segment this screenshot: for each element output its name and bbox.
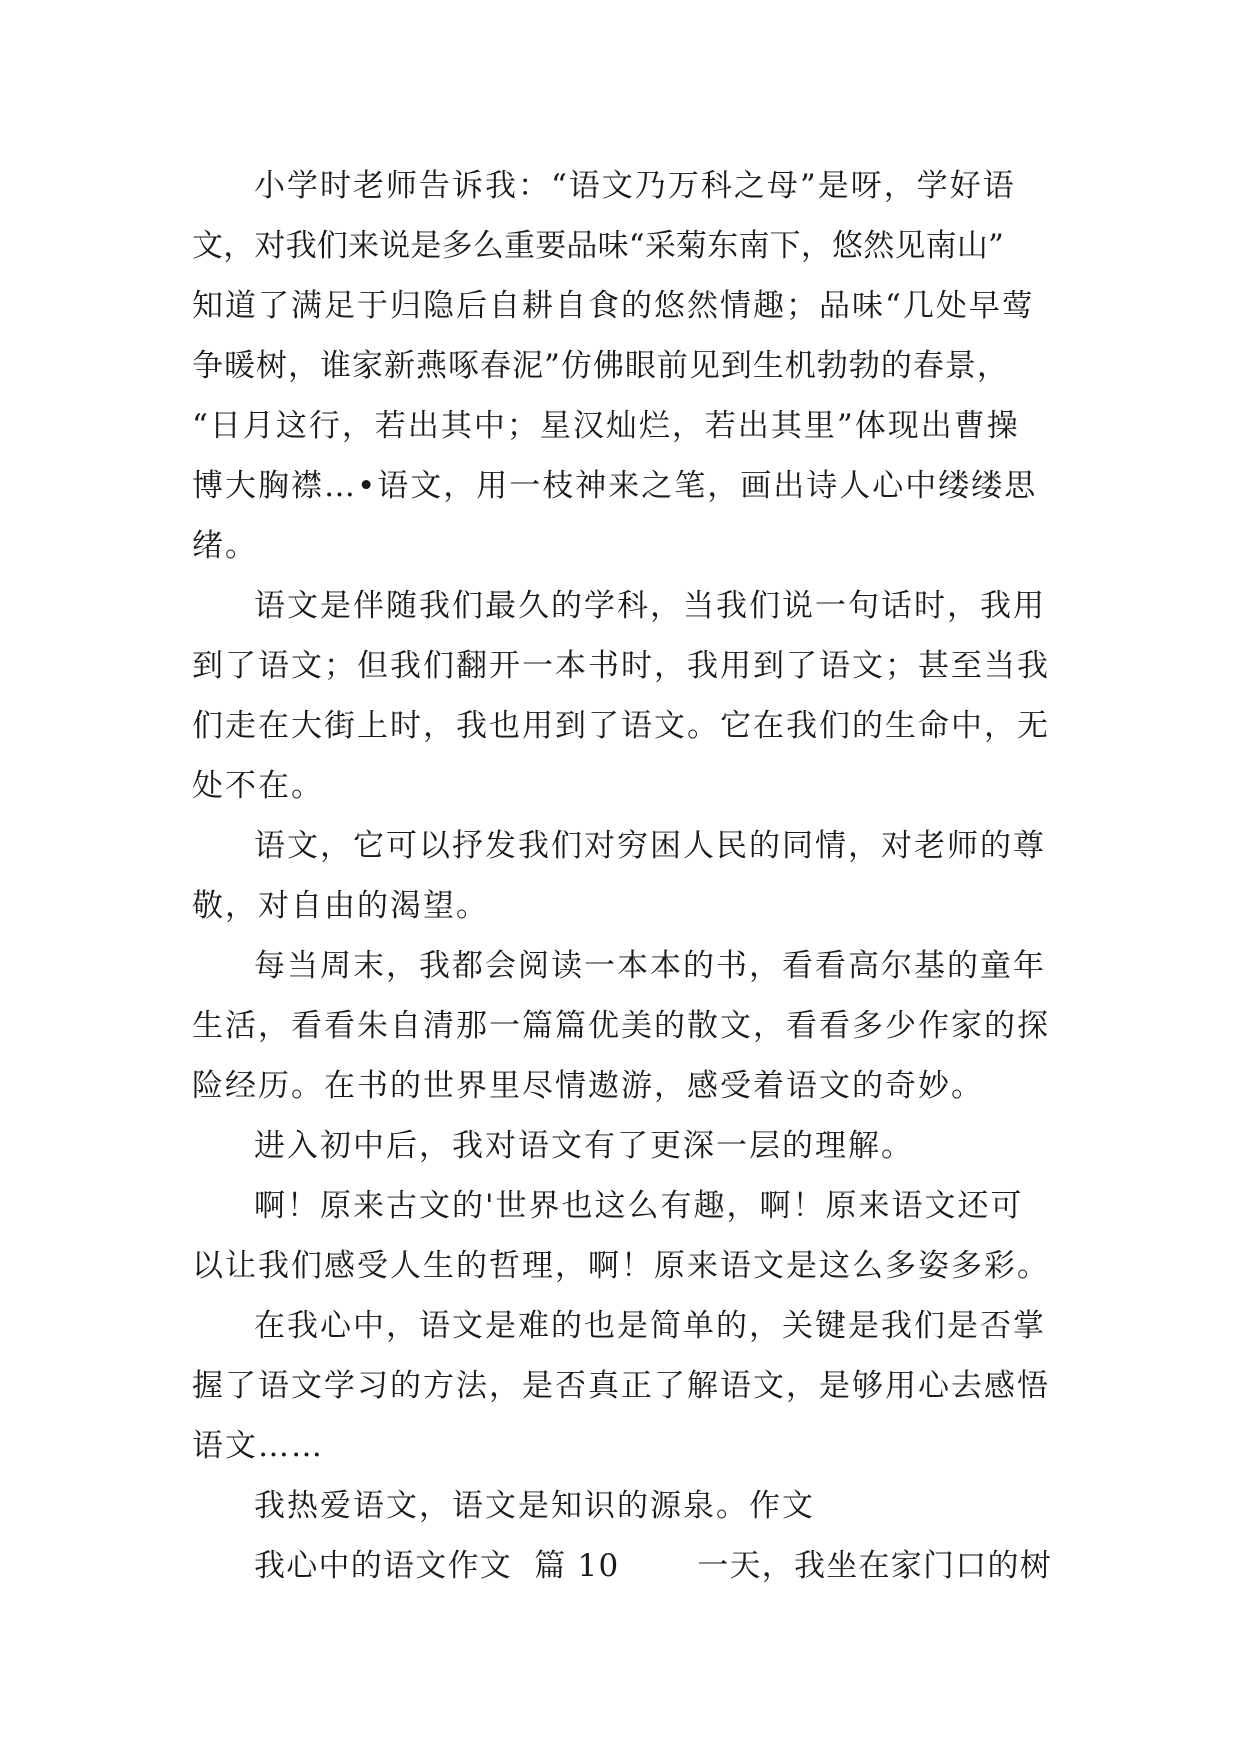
text-line: 语文，它可以抒发我们对穷困人民的同情，对老师的尊 xyxy=(254,828,1046,864)
text-line: 小学时老师告诉我：“语文乃万科之母”是呀，学好语 xyxy=(254,168,1016,204)
text-line: 语文是伴随我们最久的学科，当我们说一句话时，我用 xyxy=(254,588,1046,624)
text-line: 我热爱语文，语文是知识的源泉。作文 xyxy=(254,1488,815,1524)
text-line: 语文…… xyxy=(192,1428,324,1464)
paragraph xyxy=(192,816,1054,936)
text-line: 在我心中，语文是难的也是简单的，关键是我们是否掌 xyxy=(254,1308,1046,1344)
paragraph xyxy=(192,576,1054,816)
text-line: “日月这行，若出其中；星汉灿烂，若出其里”体现出曹操 xyxy=(192,408,1020,444)
paragraph xyxy=(192,1536,1054,1596)
paragraph xyxy=(192,1476,1054,1536)
text-line: 握了语文学习的方法，是否真正了解语文，是够用心去感悟 xyxy=(192,1368,1050,1404)
text-line: 险经历。在书的世界里尽情遨游，感受着语文的奇妙。 xyxy=(192,1068,984,1104)
paragraph xyxy=(192,936,1054,1116)
paragraph xyxy=(192,1116,1054,1176)
paragraph xyxy=(192,156,1054,576)
text-line: 敬，对自由的渴望。 xyxy=(192,888,489,924)
text-line: 处不在。 xyxy=(192,768,324,804)
text-line: 争暖树，谁家新燕啄春泥”仿佛眼前见到生机勃勃的春景， xyxy=(192,348,1009,384)
text-line: 进入初中后，我对语文有了更深一层的理解。 xyxy=(254,1128,914,1164)
text-line: 生活，看看朱自清那一篇篇优美的散文，看看多少作家的探 xyxy=(192,1008,1050,1044)
text-line: 绪。 xyxy=(192,528,258,564)
paragraph xyxy=(192,1296,1054,1476)
text-line: 每当周末，我都会阅读一本本的书，看看高尔基的童年 xyxy=(254,948,1046,984)
text-line: 以让我们感受人生的哲理，啊！原来语文是这么多姿多彩。 xyxy=(192,1248,1050,1284)
text-line: 我心中的语文作文 篇 10 一天，我坐在家门口的树 xyxy=(254,1548,1052,1584)
text-line: 们走在大街上时，我也用到了语文。它在我们的生命中，无 xyxy=(192,708,1050,744)
text-line: 到了语文；但我们翻开一本书时，我用到了语文；甚至当我 xyxy=(192,648,1050,684)
text-line: 知道了满足于归隐后自耕自食的悠然情趣；品味“几处早莺 xyxy=(192,288,1035,324)
document-body xyxy=(192,156,1054,1596)
text-line: 文，对我们来说是多么重要品味“采菊东南下，悠然见南山” xyxy=(192,228,1005,264)
paragraph xyxy=(192,1176,1054,1296)
text-line: 博大胸襟…•语文，用一枝神来之笔，画出诗人心中缕缕思 xyxy=(192,468,1038,504)
text-line: 啊！原来古文的'世界也这么有趣，啊！原来语文还可 xyxy=(254,1188,1024,1224)
